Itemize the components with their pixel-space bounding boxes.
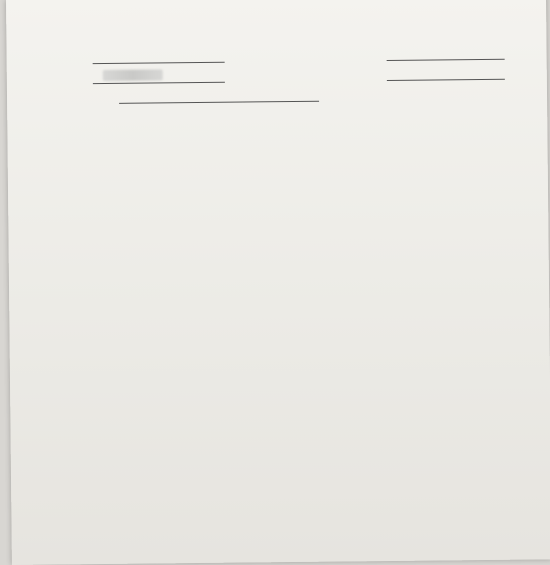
id-underline <box>119 101 319 104</box>
document-title <box>6 4 546 10</box>
party-b-underline <box>93 82 225 84</box>
contact-b-underline <box>387 79 505 81</box>
document-page <box>6 0 550 565</box>
contact-a-underline <box>387 59 505 61</box>
party-a-underline <box>93 62 225 64</box>
party-b-name-redacted <box>103 69 163 81</box>
